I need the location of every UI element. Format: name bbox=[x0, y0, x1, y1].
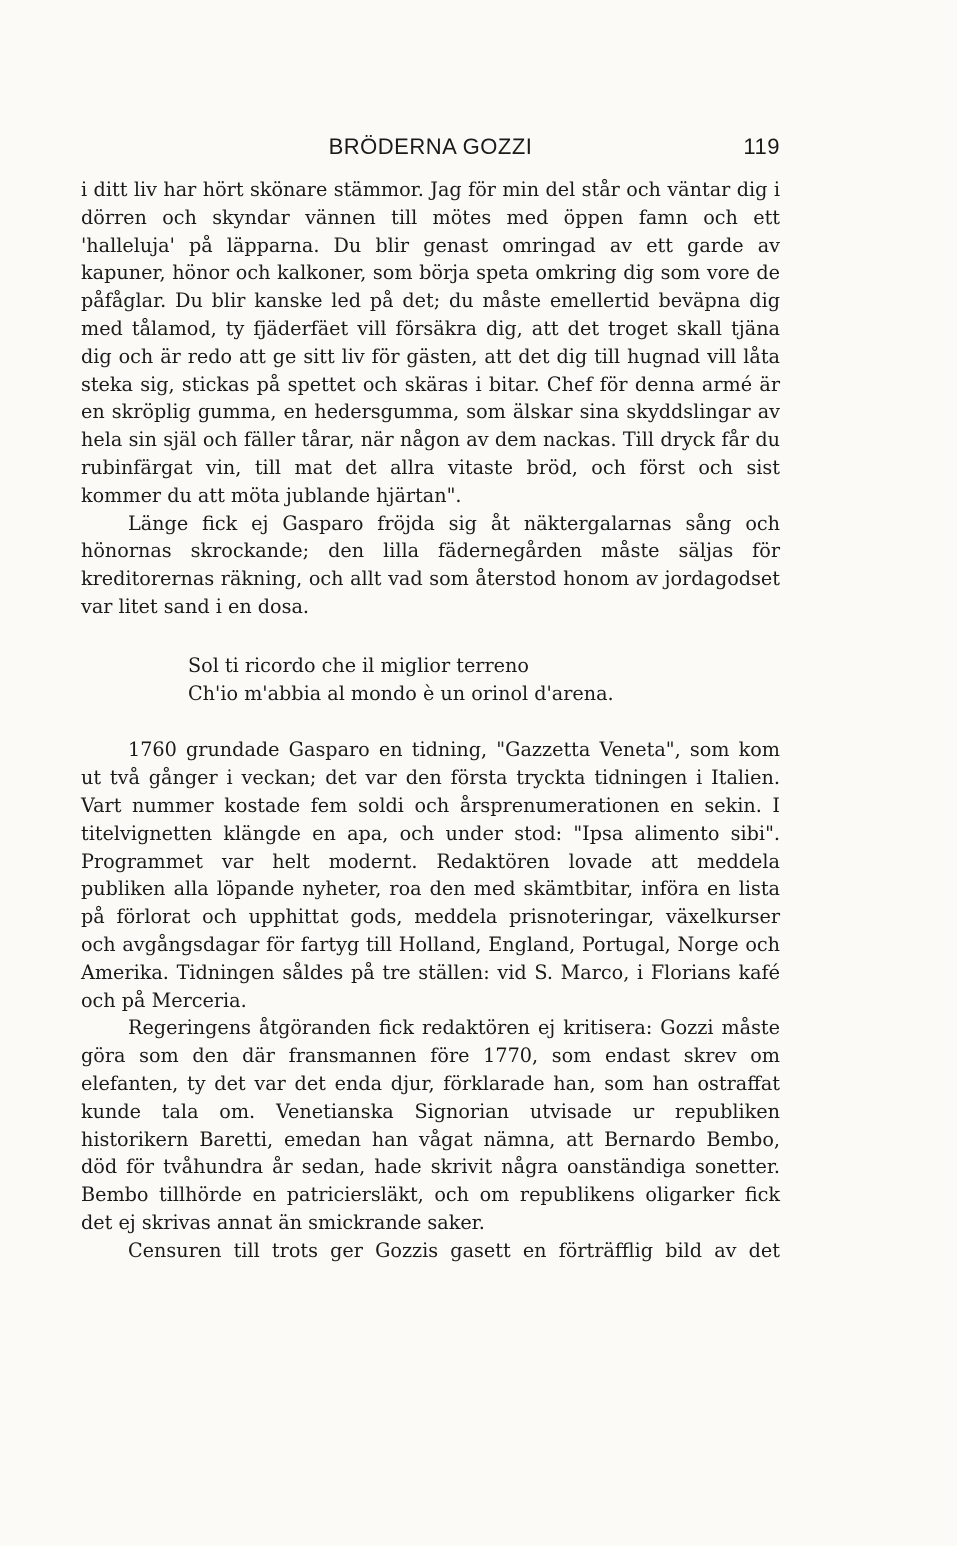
paragraph-continuation: Censuren till trots ger Gozzis gasett en förträfflig bild av det bbox=[128, 1238, 780, 1262]
paragraph-censorship: Regeringens åtgöranden fick redaktören ej kritisera: Gozzi måste göra som den där fransmannen före 1770, som endast skrev om elefanten, ty det var det enda djur, förklarade han, som han ostraffat kunde tala om. Venetianska Signorian utvisade ur republiken historikern Baretti, emedan han vågat nämna, att Bernardo Bembo, död för tvåhundra år sedan, hade skrivit några oanständiga sonetter. Bembo tillhörde en patriciersläkt, och om republikens oligarker fick det ej skrivas annat än smickrande saker. bbox=[81, 1016, 780, 1234]
page-header bbox=[81, 132, 780, 166]
verse-line: Sol ti ricordo che il miglior terreno bbox=[188, 653, 529, 677]
body-text bbox=[81, 176, 780, 1264]
paragraph-letter-continuation: i ditt liv har hört skönare stämmor. Jag för min del står och väntar dig i dörren och skyndar vännen till mötes med öppen famn och ett 'halleluja' på läpparna. Du blir genast omringad av ett garde av kapuner, hönor och kalkoner, som börja speta omkring dig som vore de påfåglar. Du blir kanske led på det; du måste emellertid beväpna dig med tålamod, ty fjäderfäet vill försäkra dig, att det troget skall tjäna dig och är redo att ge sitt liv för gästen, att det dig till hugnad vill låta steka sig, stickas på spettet och skäras i bitar. Chef för denna armé är en skröplig gumma, en hedersgumma, som älskar sina skyddslingar av hela sin själ och fäller tårar, när någon av dem nackas. Till dryck får du rubinfärgat vin, till mat det allra vitaste bröd, och först och sist kommer du att möta jublande hjärtan". bbox=[81, 178, 780, 507]
paragraph-gazzetta-veneta: 1760 grundade Gasparo en tidning, "Gazzetta Veneta", som kom ut två gånger i veckan; det var den första tryckta tidningen i Italien. Vart nummer kostade fem soldi och årsprenumerationen en sekin. I titelvignetten klängde en apa, och under stod: "Ipsa alimento sibi". Programmet var helt modernt. Redaktören lovade att meddela publiken alla löpande nyheter, roa den med skämtbitar, införa en lista på förlorat och upphittat gods, meddela prisnoteringar, växelkurser och avgångsdagar för fartyg till Holland, England, Portugal, Norge och Amerika. Tidningen såldes på tre ställen: vid S. Marco, i Florians kafé och på Merceria. bbox=[81, 738, 780, 1012]
verse-quote bbox=[188, 652, 780, 708]
page-number: 119 bbox=[743, 134, 780, 159]
verse-line: Ch'io m'abbia al mondo è un orinol d'arena. bbox=[188, 681, 614, 705]
running-title: BRÖDERNA GOZZI bbox=[328, 134, 533, 159]
paragraph-gasparo-estate: Länge fick ej Gasparo fröjda sig åt näktergalarnas sång och hönornas skrockande; den lilla fädernegården måste säljas för kreditorernas räkning, och allt vad som återstod honom av jordagodset var litet sand i en dosa. bbox=[81, 511, 780, 618]
